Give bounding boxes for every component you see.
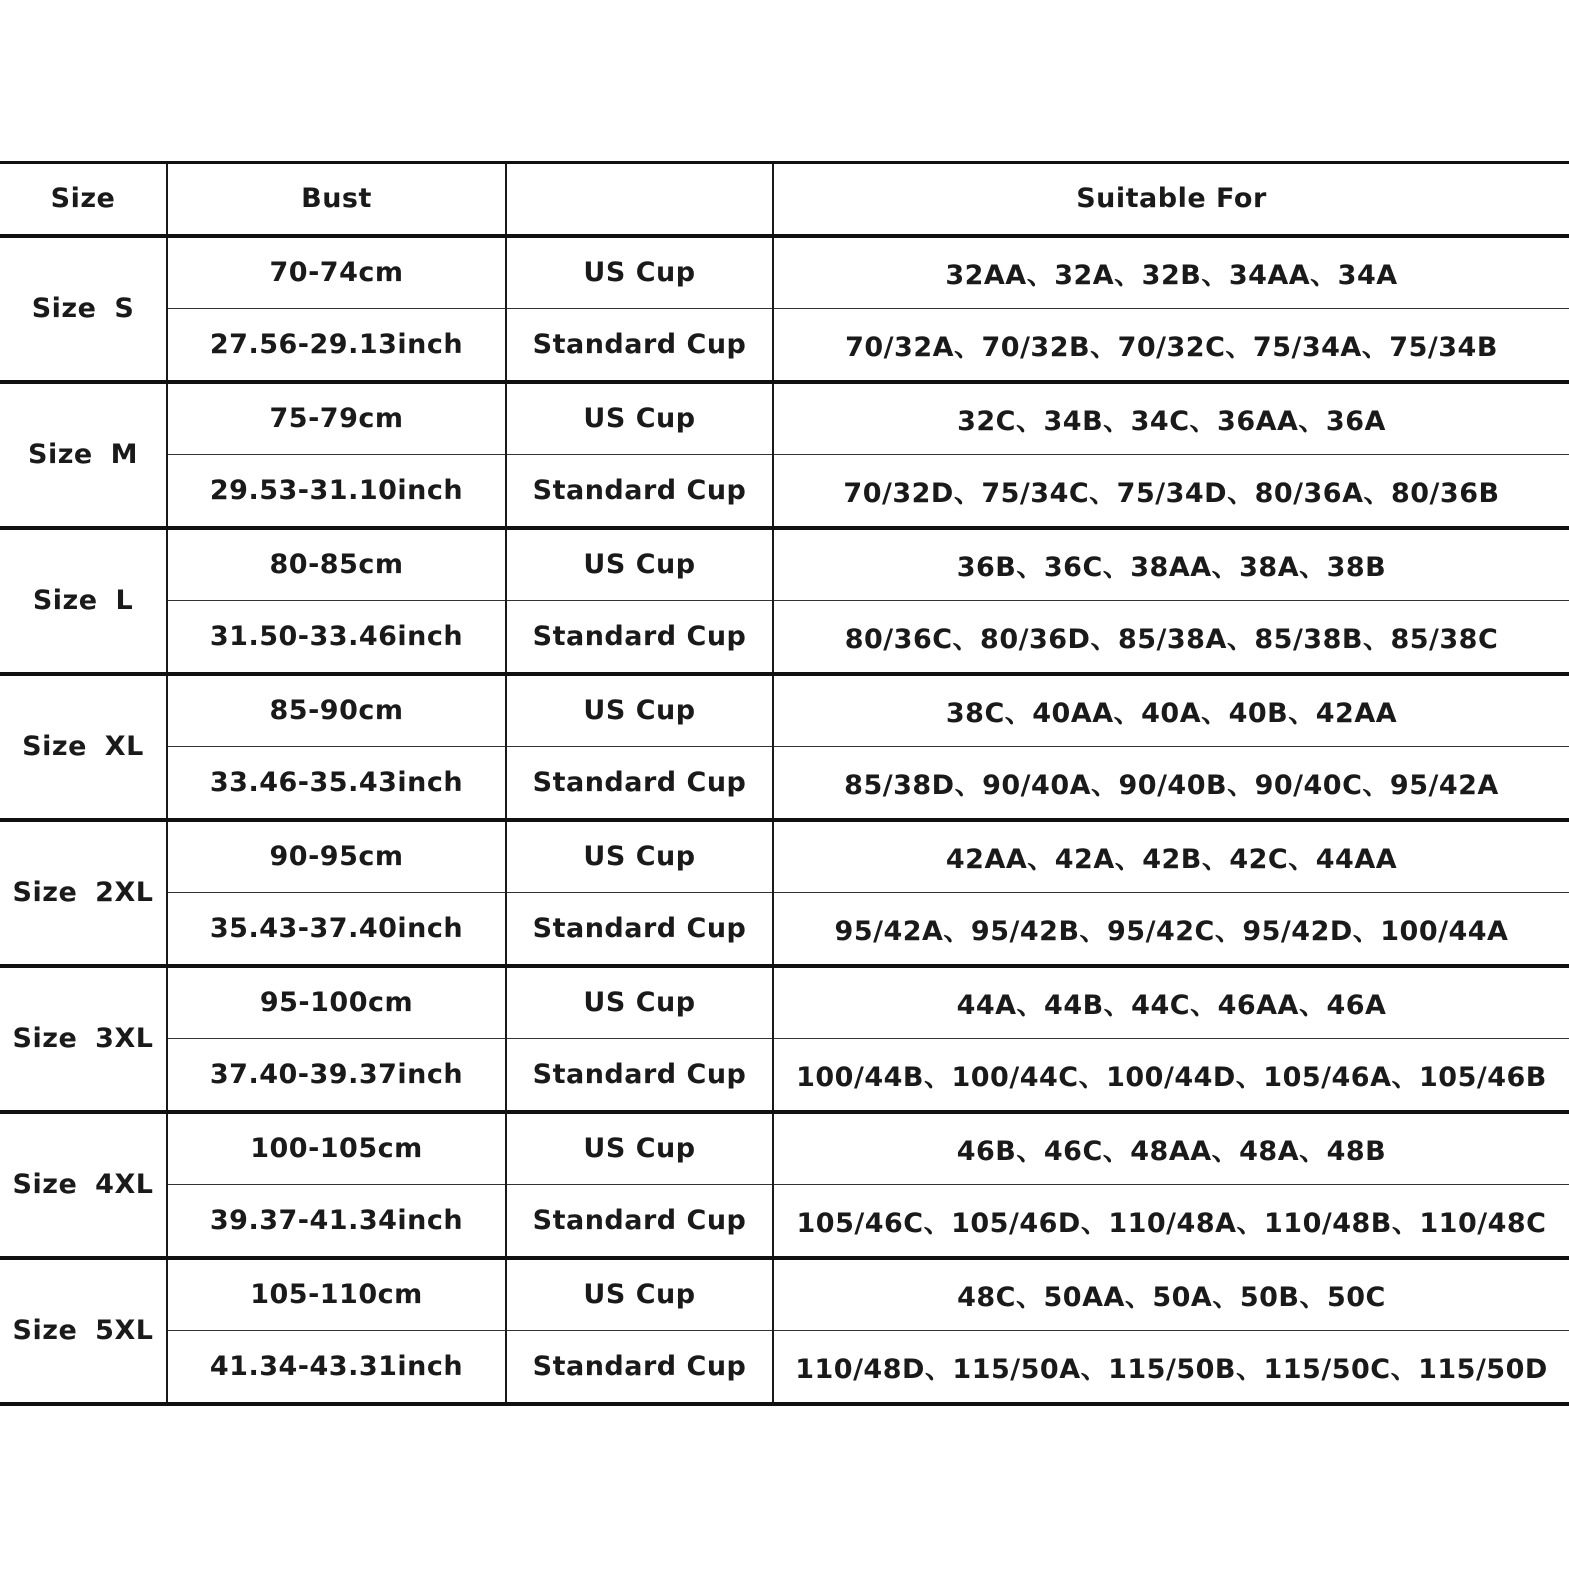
size-label: Size 3XL [0,966,167,1112]
table-row [0,966,1569,1039]
cup-type: US Cup [506,382,773,455]
header-row [0,163,1569,236]
bust-value: 80-85cm [167,528,506,601]
size-label: Size 2XL [0,820,167,966]
header-cup [506,163,773,236]
size-label: Size 4XL [0,1112,167,1258]
header-bust: Bust [167,163,506,236]
bust-value: 39.37-41.34inch [167,1185,506,1258]
suitable-for-value: 80/36C、80/36D、85/38A、85/38B、85/38C [773,601,1569,674]
size-label: Size XL [0,674,167,820]
cup-type: US Cup [506,966,773,1039]
suitable-for-value: 100/44B、100/44C、100/44D、105/46A、105/46B [773,1039,1569,1112]
bust-value: 29.53-31.10inch [167,455,506,528]
bust-value: 100-105cm [167,1112,506,1185]
cup-type: Standard Cup [506,309,773,382]
table-row [0,455,1569,528]
cup-type: US Cup [506,1112,773,1185]
cup-type: US Cup [506,674,773,747]
suitable-for-value: 32AA、32A、32B、34AA、34A [773,236,1569,309]
table-row [0,1185,1569,1258]
table-row [0,820,1569,893]
bust-value: 75-79cm [167,382,506,455]
table-row [0,309,1569,382]
size-label: Size S [0,236,167,382]
suitable-for-value: 85/38D、90/40A、90/40B、90/40C、95/42A [773,747,1569,820]
size-chart-table [0,161,1569,1406]
header-suitable-for: Suitable For [773,163,1569,236]
cup-type: Standard Cup [506,1039,773,1112]
table-row [0,674,1569,747]
header-size: Size [0,163,167,236]
table-body [0,236,1569,1404]
cup-type: Standard Cup [506,1331,773,1404]
table-row [0,1331,1569,1404]
table-row [0,747,1569,820]
cup-type: US Cup [506,1258,773,1331]
bust-value: 33.46-35.43inch [167,747,506,820]
suitable-for-value: 46B、46C、48AA、48A、48B [773,1112,1569,1185]
bust-value: 70-74cm [167,236,506,309]
cup-type: US Cup [506,528,773,601]
suitable-for-value: 110/48D、115/50A、115/50B、115/50C、115/50D [773,1331,1569,1404]
table-row [0,1112,1569,1185]
size-label: Size L [0,528,167,674]
table-row [0,601,1569,674]
bust-value: 27.56-29.13inch [167,309,506,382]
bust-value: 37.40-39.37inch [167,1039,506,1112]
bust-value: 85-90cm [167,674,506,747]
suitable-for-value: 32C、34B、34C、36AA、36A [773,382,1569,455]
suitable-for-value: 70/32A、70/32B、70/32C、75/34A、75/34B [773,309,1569,382]
table-row [0,1258,1569,1331]
cup-type: Standard Cup [506,747,773,820]
suitable-for-value: 42AA、42A、42B、42C、44AA [773,820,1569,893]
cup-type: US Cup [506,236,773,309]
table-row [0,236,1569,309]
suitable-for-value: 38C、40AA、40A、40B、42AA [773,674,1569,747]
bust-value: 35.43-37.40inch [167,893,506,966]
size-label: Size M [0,382,167,528]
bust-value: 41.34-43.31inch [167,1331,506,1404]
cup-type: US Cup [506,820,773,893]
table-row [0,382,1569,455]
size-label: Size 5XL [0,1258,167,1404]
cup-type: Standard Cup [506,893,773,966]
suitable-for-value: 48C、50AA、50A、50B、50C [773,1258,1569,1331]
bust-value: 90-95cm [167,820,506,893]
table-row [0,1039,1569,1112]
cup-type: Standard Cup [506,601,773,674]
bust-value: 105-110cm [167,1258,506,1331]
table-row [0,893,1569,966]
suitable-for-value: 36B、36C、38AA、38A、38B [773,528,1569,601]
bust-value: 95-100cm [167,966,506,1039]
suitable-for-value: 95/42A、95/42B、95/42C、95/42D、100/44A [773,893,1569,966]
suitable-for-value: 105/46C、105/46D、110/48A、110/48B、110/48C [773,1185,1569,1258]
table-row [0,528,1569,601]
bust-value: 31.50-33.46inch [167,601,506,674]
suitable-for-value: 44A、44B、44C、46AA、46A [773,966,1569,1039]
cup-type: Standard Cup [506,455,773,528]
cup-type: Standard Cup [506,1185,773,1258]
suitable-for-value: 70/32D、75/34C、75/34D、80/36A、80/36B [773,455,1569,528]
